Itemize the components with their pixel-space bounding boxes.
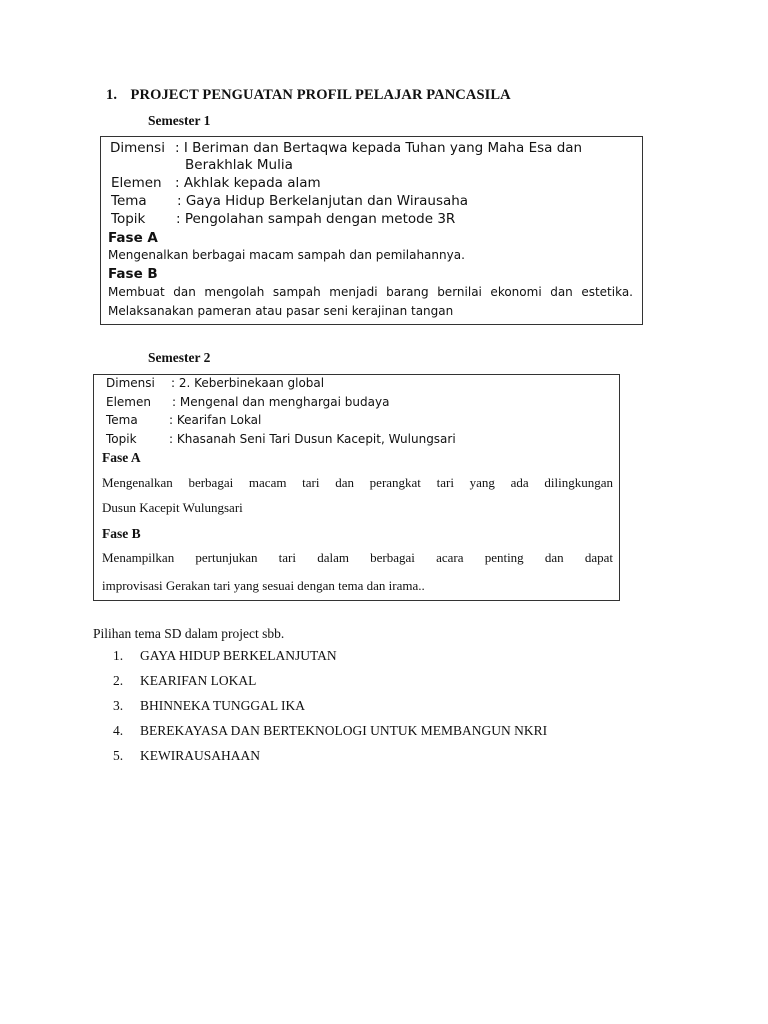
- section-title: PROJECT PENGUATAN PROFIL PELAJAR PANCASILA: [130, 87, 511, 103]
- list-item-number: 2.: [113, 673, 124, 688]
- section-heading: [106, 87, 511, 104]
- list-item: [113, 698, 305, 714]
- fase-a-text-2-line1: Mengenalkan berbagai macam tari dan perangkat tari yang ada dilingkungan: [102, 475, 613, 490]
- list-item-text: GAYA HIDUP BERKELANJUTAN: [140, 648, 337, 663]
- fase-b-text-line1: Membuat dan mengolah sampah menjadi barang bernilai ekonomi dan estetika.: [108, 285, 633, 299]
- semester-2-box: [93, 374, 620, 601]
- tema-value: : Gaya Hidup Berkelanjutan dan Wirausaha: [177, 193, 469, 209]
- dimensi-value-2: : 2. Keberbinekaan global: [171, 376, 325, 390]
- list-item-number: 4.: [113, 723, 124, 738]
- elemen-row: [111, 175, 321, 191]
- fase-a-label: Fase A: [108, 230, 158, 246]
- semester-1-label: Semester 1: [148, 113, 211, 128]
- list-item: [113, 748, 260, 764]
- themes-intro: Pilihan tema SD dalam project sbb.: [93, 626, 285, 641]
- elemen-value-2: : Mengenal dan menghargai budaya: [172, 395, 390, 409]
- tema-row-2: [106, 413, 261, 427]
- dimensi-value-cont: Berakhlak Mulia: [185, 157, 293, 173]
- fase-a-text: Mengenalkan berbagai macam sampah dan pemilahannya.: [108, 248, 465, 262]
- dimensi-row-2: [106, 376, 324, 390]
- tema-label: Tema: [111, 193, 147, 209]
- tema-label-2: Tema: [106, 413, 138, 427]
- list-item-text: BHINNEKA TUNGGAL IKA: [140, 698, 305, 713]
- topik-row: [111, 211, 455, 227]
- elemen-value: : Akhlak kepada alam: [175, 175, 321, 191]
- dimensi-label: Dimensi: [110, 140, 165, 156]
- elemen-row-2: [106, 395, 389, 409]
- fase-b-text-line2: Melaksanakan pameran atau pasar seni kerajinan tangan: [108, 304, 454, 318]
- list-item-text: KEARIFAN LOKAL: [140, 673, 257, 688]
- list-item-number: 1.: [113, 648, 124, 663]
- fase-b-label-2: Fase B: [102, 526, 141, 541]
- fase-b-text-2-line1: Menampilkan pertunjukan tari dalam berbagai acara penting dan dapat: [102, 550, 613, 565]
- topik-value: : Pengolahan sampah dengan metode 3R: [176, 211, 456, 227]
- tema-row: [111, 193, 468, 209]
- topik-row-2: [106, 432, 456, 446]
- list-item: [113, 673, 256, 689]
- semester-2-label: Semester 2: [148, 350, 211, 365]
- elemen-label: Elemen: [111, 175, 162, 191]
- topik-value-2: : Khasanah Seni Tari Dusun Kacepit, Wulungsari: [169, 432, 456, 446]
- fase-a-text-2-line2: Dusun Kacepit Wulungsari: [102, 500, 243, 515]
- list-item: [113, 723, 547, 739]
- dimensi-label-2: Dimensi: [106, 376, 155, 390]
- fase-a-label-2: Fase A: [102, 450, 141, 465]
- semester-1-box: [100, 136, 643, 325]
- dimensi-value: : I Beriman dan Bertaqwa kepada Tuhan yang Maha Esa dan: [175, 140, 583, 156]
- list-item-number: 3.: [113, 698, 124, 713]
- tema-value-2: : Kearifan Lokal: [169, 413, 262, 427]
- fase-b-text-2-line2: improvisasi Gerakan tari yang sesuai dengan tema dan irama..: [102, 578, 425, 593]
- topik-label: Topik: [111, 211, 146, 227]
- list-item-number: 5.: [113, 748, 124, 763]
- elemen-label-2: Elemen: [106, 395, 151, 409]
- topik-label-2: Topik: [106, 432, 137, 446]
- list-item-text: BEREKAYASA DAN BERTEKNOLOGI UNTUK MEMBANGUN NKRI: [140, 723, 548, 738]
- list-item-text: KEWIRAUSAHAAN: [140, 748, 260, 763]
- dimensi-row: [110, 140, 582, 156]
- fase-b-label: Fase B: [108, 266, 158, 282]
- section-number: 1.: [106, 87, 118, 103]
- list-item: [113, 648, 337, 664]
